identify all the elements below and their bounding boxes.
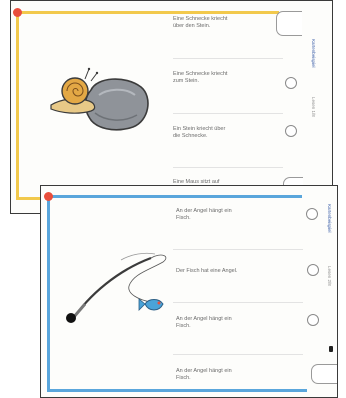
card-frame [47, 389, 307, 392]
side-label: Kartenbeispiel [327, 204, 332, 233]
fishing-line [129, 255, 166, 302]
answer-tab-1[interactable] [276, 11, 302, 36]
answer-option-1: Eine Schnecke kriecht über den Stein. [173, 16, 228, 29]
corner-dot [13, 8, 22, 17]
divider [173, 354, 303, 355]
answer-option-1: An der Angel hängt ein Fisch. [176, 208, 232, 221]
fishing-rod-illustration [59, 234, 184, 334]
answer-circle-3[interactable] [285, 125, 297, 137]
side-small-label: Lesen 2/8 [327, 266, 332, 286]
answer-option-4: An der Angel hängt ein Fisch. [176, 368, 232, 381]
corner-dot [44, 192, 53, 201]
answer-circle-3[interactable] [307, 314, 319, 326]
snail-on-stone-illustration [45, 65, 155, 135]
card-frame [47, 195, 50, 391]
answer-tab-4[interactable] [311, 364, 337, 384]
divider [173, 249, 303, 250]
page-marker [329, 346, 333, 352]
answer-option-2: Eine Schnecke kriecht zum Stein. [173, 71, 228, 84]
fishing-rod [71, 258, 151, 322]
side-label: Kartenbeispiel [311, 39, 316, 68]
answer-option-3: An der Angel hängt ein Fisch. [176, 316, 232, 329]
reel [66, 313, 76, 323]
reading-card-fishing [40, 185, 338, 398]
divider [173, 302, 303, 303]
divider [173, 167, 283, 168]
card-frame [16, 11, 279, 14]
divider [173, 58, 283, 59]
answer-circle-2[interactable] [307, 264, 319, 276]
card-frame [16, 11, 19, 199]
answer-option-4: Eine Maus sitzt auf [173, 179, 220, 185]
answer-option-3: Ein Stein kriecht über die Schnecke. [173, 126, 226, 139]
card-frame [47, 195, 302, 198]
answer-circle-2[interactable] [285, 77, 297, 89]
reading-card-snail [10, 0, 333, 214]
answer-option-2: Der Fisch hat eine Angel. [176, 268, 238, 274]
answer-circle-1[interactable] [306, 208, 318, 220]
fish [145, 300, 163, 311]
stone [85, 79, 148, 130]
divider [173, 113, 283, 114]
side-small-label: Lesen 1/8 [311, 97, 316, 117]
snail-shell [62, 78, 88, 104]
